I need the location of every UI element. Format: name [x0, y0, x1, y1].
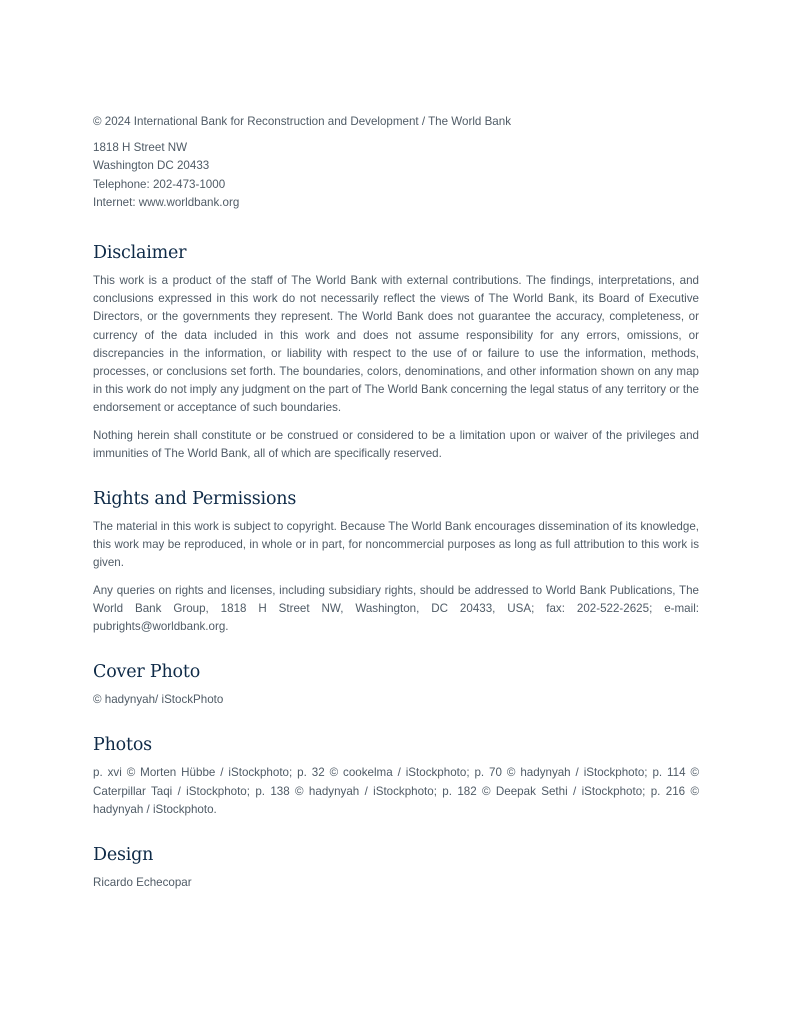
photos-credits: p. xvi © Morten Hübbe / iStockphoto; p. 32 © cookelma / iStockphoto; p. 70 © hadynyah / iStockphoto; p. 114 © Caterpillar Taqi / iStockphoto; p. 138 © hadynyah / iStockphoto; p. 182 © Deepak Sethi / iStockphoto; p. 216 © hadynyah / iStockphoto.: [93, 766, 699, 816]
disclaimer-section: [93, 242, 699, 463]
address-internet: Internet: www.worldbank.org: [93, 195, 240, 209]
rights-heading: Rights and Permissions: [93, 489, 297, 510]
rights-paragraph: Any queries on rights and licenses, including subsidiary rights, should be addressed to World Bank Publications, The World Bank Group, 1818 H Street NW, Washington, DC 20433, USA; fax: 202-522-2625; e-mail: pubrights@worldbank.org.: [93, 583, 699, 634]
design-section: [93, 844, 699, 892]
rights-section: [93, 488, 699, 636]
disclaimer-paragraph: This work is a product of the staff of The World Bank with external contributions. The findings, interpretations, and conclusions expressed in this work do not necessarily reflect the views of The World Bank, its Board of Executive Directors, or the governments they represent. The World Bank does not guarantee the accuracy, completeness, or currency of the data included in this work and does not assume responsibility for any errors, omissions, or discrepancies in the information, or liability with respect to the use of or failure to use the information, methods, processes, or conclusions set forth. The boundaries, colors, denominations, and other information shown on any map in this work do not imply any judgment on the part of The World Bank concerning the legal status of any territory or the endorsement or acceptance of such boundaries.: [93, 274, 699, 415]
address-block: [93, 139, 699, 212]
copyright-notice: © 2024 International Bank for Reconstruction and Development / The World Bank: [93, 115, 511, 128]
rights-paragraph: The material in this work is subject to copyright. Because The World Bank encourages dissemination of its knowledge, this work may be reproduced, in whole or in part, for noncommercial purposes as long as full attribution to this work is given.: [93, 520, 699, 570]
photos-section: [93, 734, 699, 819]
address-street: 1818 H Street NW: [93, 141, 188, 155]
design-credit: Ricardo Echecopar: [93, 876, 192, 890]
cover-photo-credit: © hadynyah/ iStockPhoto: [93, 693, 224, 707]
cover-photo-section: [93, 661, 699, 709]
disclaimer-heading: Disclaimer: [93, 243, 187, 264]
photos-heading: Photos: [93, 735, 152, 756]
address-city: Washington DC 20433: [93, 159, 210, 173]
address-telephone: Telephone: 202-473-1000: [93, 177, 226, 191]
copyright-page: [93, 113, 699, 901]
disclaimer-paragraph: Nothing herein shall constitute or be construed or considered to be a limitation upon or waiver of the privileges and immunities of The World Bank, all of which are specifically reserved.: [93, 428, 699, 460]
cover-photo-heading: Cover Photo: [93, 662, 201, 683]
design-heading: Design: [93, 845, 154, 866]
